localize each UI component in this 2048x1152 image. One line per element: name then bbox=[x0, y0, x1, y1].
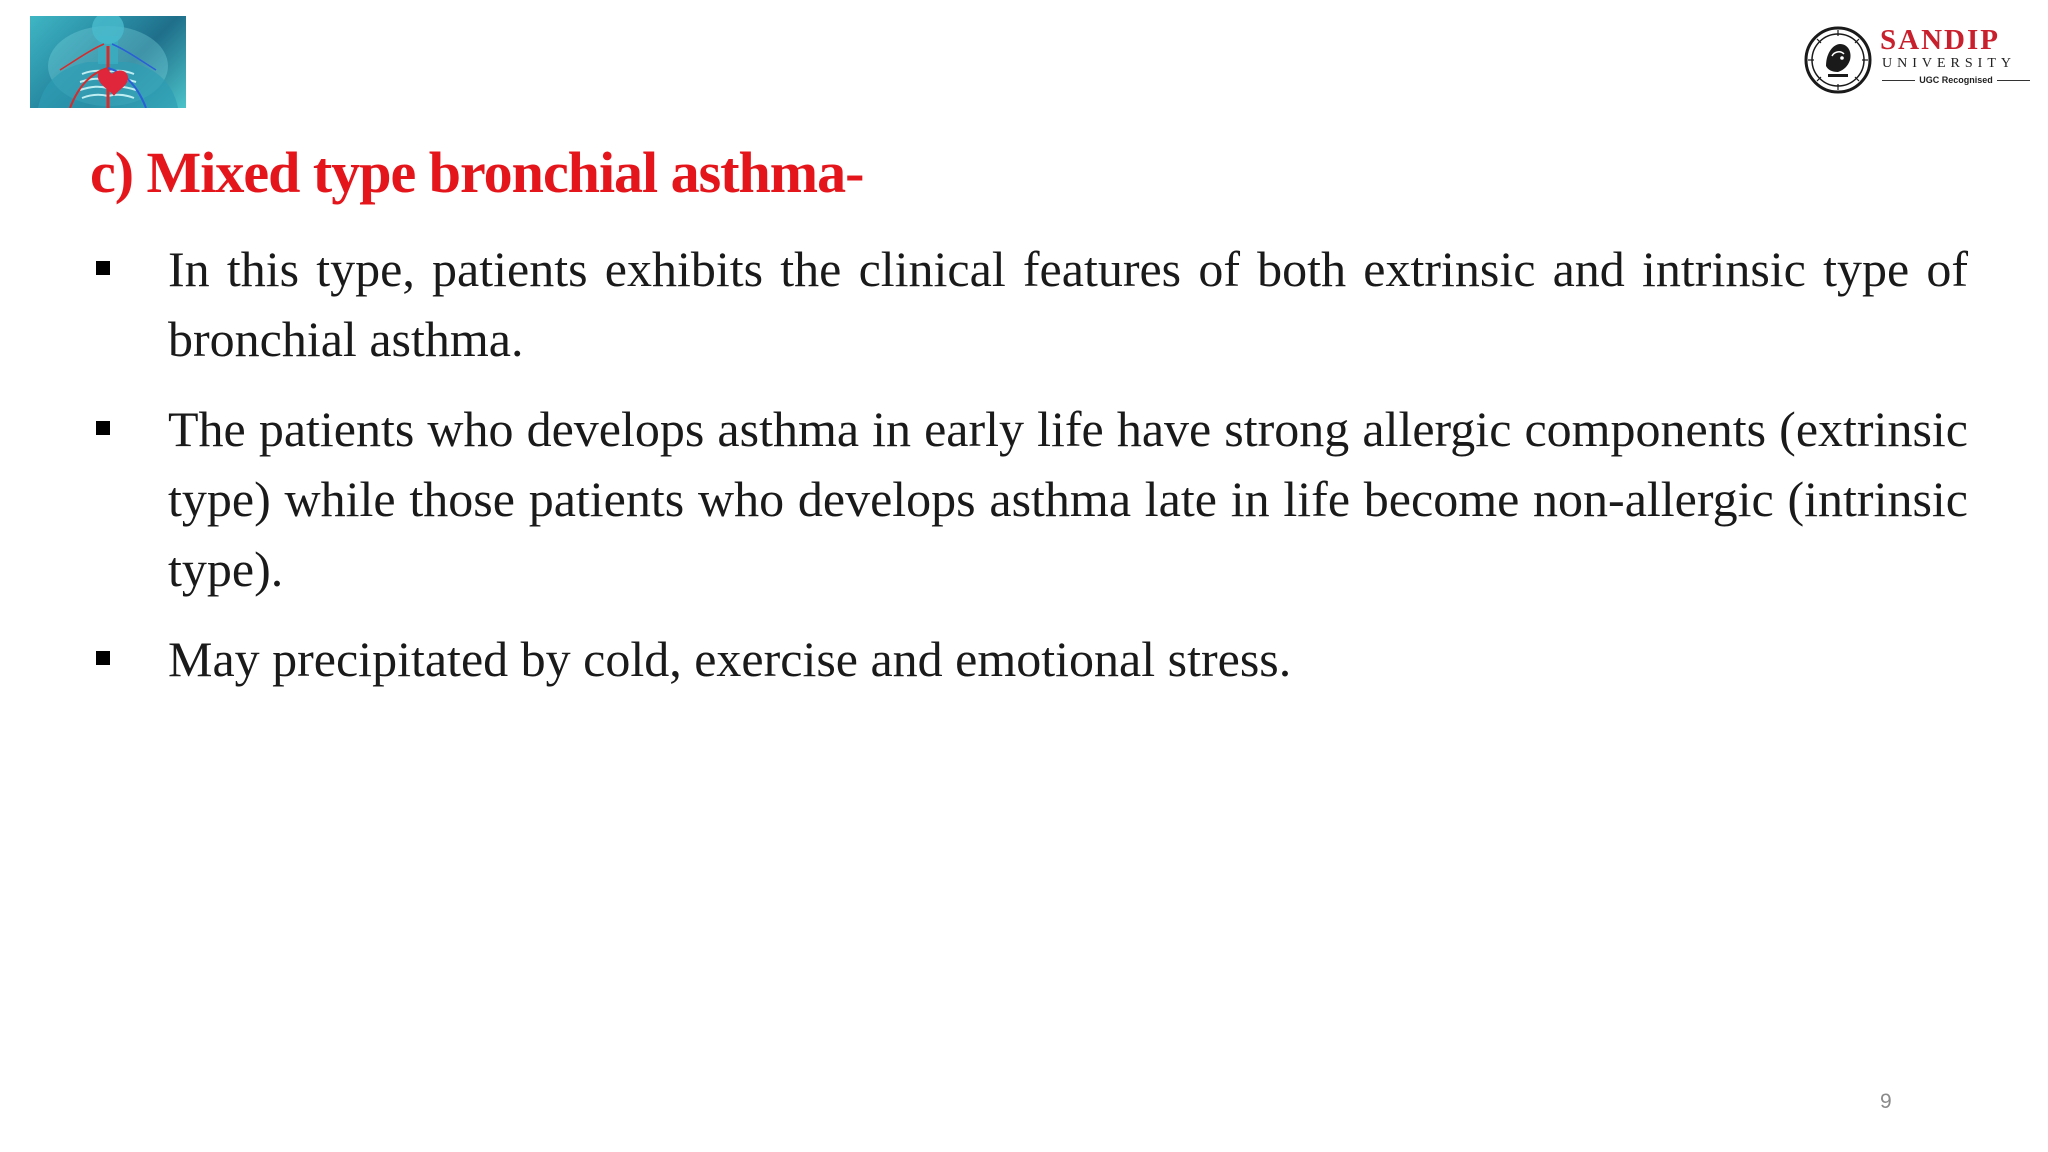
logo-subtitle: UNIVERSITY bbox=[1882, 56, 2016, 71]
logo-name: SANDIP bbox=[1880, 24, 2000, 56]
bullet-text: May precipitated by cold, exercise and emotional stress. bbox=[168, 631, 1292, 687]
square-bullet-icon bbox=[96, 651, 110, 665]
bullet-list bbox=[90, 234, 1968, 714]
tagline-rule-right bbox=[1997, 80, 2030, 81]
tagline-text: UGC Recognised bbox=[1919, 75, 1993, 85]
tagline-rule-left bbox=[1882, 80, 1915, 81]
bullet-item bbox=[90, 234, 1968, 374]
square-bullet-icon bbox=[96, 261, 110, 275]
anatomy-thumbnail-icon bbox=[30, 16, 186, 108]
bullet-item bbox=[90, 394, 1968, 604]
slide-heading: c) Mixed type bronchial asthma- bbox=[90, 140, 864, 205]
university-logo bbox=[1804, 24, 2034, 100]
square-bullet-icon bbox=[96, 421, 110, 435]
bullet-text: In this type, patients exhibits the clinical features of both extrinsic and intrinsic type of bronchial asthma. bbox=[168, 241, 1968, 367]
bullet-text: The patients who develops asthma in early life have strong allergic components (extrinsic type) while those patients who develops asthma late in life become non-allergic (intrinsic type). bbox=[168, 401, 1968, 597]
bullet-item bbox=[90, 624, 1968, 694]
page-number: 9 bbox=[1880, 1090, 1892, 1113]
logo-tagline bbox=[1882, 74, 2030, 86]
university-seal-icon bbox=[1804, 26, 1872, 94]
anatomy-illustration bbox=[30, 16, 186, 108]
